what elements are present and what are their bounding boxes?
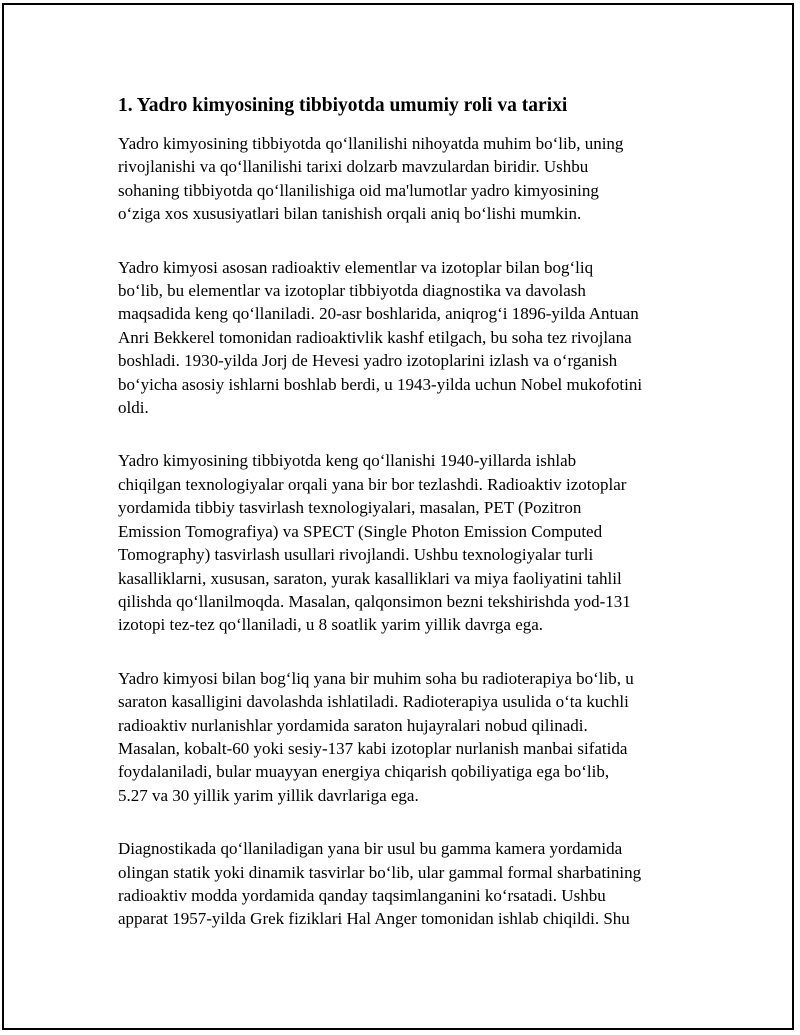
text-line: Diagnostikada qo‘llaniladigan yana bir usul bu gamma kamera yordamida (118, 839, 623, 859)
text-line: oldi. (118, 398, 149, 418)
text-line: qilishda qo‘llanilmoqda. Masalan, qalqonsimon bezni tekshirishda yod-131 (118, 591, 631, 611)
paragraph-5 (118, 837, 698, 931)
text-line: chiqilgan texnologiyalar orqali yana bir bor tezlashdi. Radioaktiv izotoplar (118, 474, 627, 494)
text-line: Yadro kimyosining tibbiyotda keng qo‘llanishi 1940-yillarda ishlab (118, 451, 577, 471)
text-line: Emission Tomografiya) va SPECT (Single Photon Emission Computed (118, 521, 603, 541)
paragraph-2 (118, 256, 698, 420)
text-line: o‘ziga xos xususiyatlari bilan tanishish orqali aniq bo‘lishi mumkin. (118, 204, 582, 224)
text-line: apparat 1957-yilda Grek fiziklari Hal Anger tomonidan ishlab chiqildi. Shu (118, 909, 630, 929)
text-line: Yadro kimyosi asosan radioaktiv elementlar va izotoplar bilan bog‘liq (118, 257, 594, 277)
text-line: sohaning tibbiyotda qo‘llanilishiga oid ma'lumotlar yadro kimyosining (118, 180, 599, 200)
text-line: bo‘lib, bu elementlar va izotoplar tibbiyotda diagnostika va davolash (118, 281, 586, 301)
section-heading: 1. Yadro kimyosining tibbiyotda umumiy roli va tarixi (118, 95, 568, 116)
text-line: Masalan, kobalt-60 yoki sesiy-137 kabi izotoplar nurlanish manbai sifatida (118, 738, 628, 758)
text-line: boshladi. 1930-yilda Jorj de Hevesi yadro izotoplarini izlash va o‘rganish (118, 351, 618, 371)
text-line: yordamida tibbiy tasvirlash texnologiyalari, masalan, PET (Pozitron (118, 498, 582, 518)
text-line: Yadro kimyosi bilan bog‘liq yana bir muhim soha bu radioterapiya bo‘lib, u (118, 668, 634, 688)
text-line: radioaktiv nurlanishlar yordamida saraton hujayralari nobud qilinadi. (118, 715, 588, 735)
text-line: Tomography) tasvirlash usullari rivojlandi. Ushbu texnologiyalar turli (118, 545, 594, 565)
text-line: rivojlanishi va qo‘llanilishi tarixi dolzarb mavzulardan biridir. Ushbu (118, 157, 589, 177)
document-body (118, 92, 698, 961)
paragraph-1 (118, 132, 698, 226)
text-line: Yadro kimyosining tibbiyotda qo‘llanilishi nihoyatda muhim bo‘lib, uning (118, 134, 624, 153)
text-line: bo‘yicha asosiy ishlarni boshlab berdi, u 1943-yilda uchun Nobel mukofotini (118, 374, 643, 394)
text-line: maqsadida keng qo‘llaniladi. 20-asr boshlarida, aniqrog‘i 1896-yilda Antuan (118, 304, 639, 324)
text-line: kasalliklarni, xususan, saraton, yurak kasalliklari va miya faoliyatini tahlil (118, 568, 622, 588)
text-line: radioaktiv modda yordamida qanday taqsimlanganini ko‘rsatadi. Ushbu (118, 885, 606, 905)
text-line: izotopi tez-tez qo‘llaniladi, u 8 soatlik yarim yillik davrga ega. (118, 615, 544, 635)
text-line: olingan statik yoki dinamik tasvirlar bo‘lib, ular gammal formal sharbatining (118, 862, 642, 882)
text-line: foydalaniladi, bular muayyan energiya chiqarish qobiliyatiga ega bo‘lib, (118, 762, 610, 782)
paragraph-4 (118, 667, 698, 807)
text-line: Anri Bekkerel tomonidan radioaktivlik kashf etilgach, bu soha tez rivojlana (118, 327, 632, 347)
text-line: saraton kasalligini davolashda ishlatiladi. Radioterapiya usulida o‘ta kuchli (118, 692, 629, 712)
text-line: 5.27 va 30 yillik yarim yillik davrlariga ega. (118, 785, 419, 805)
paragraph-3 (118, 449, 698, 636)
